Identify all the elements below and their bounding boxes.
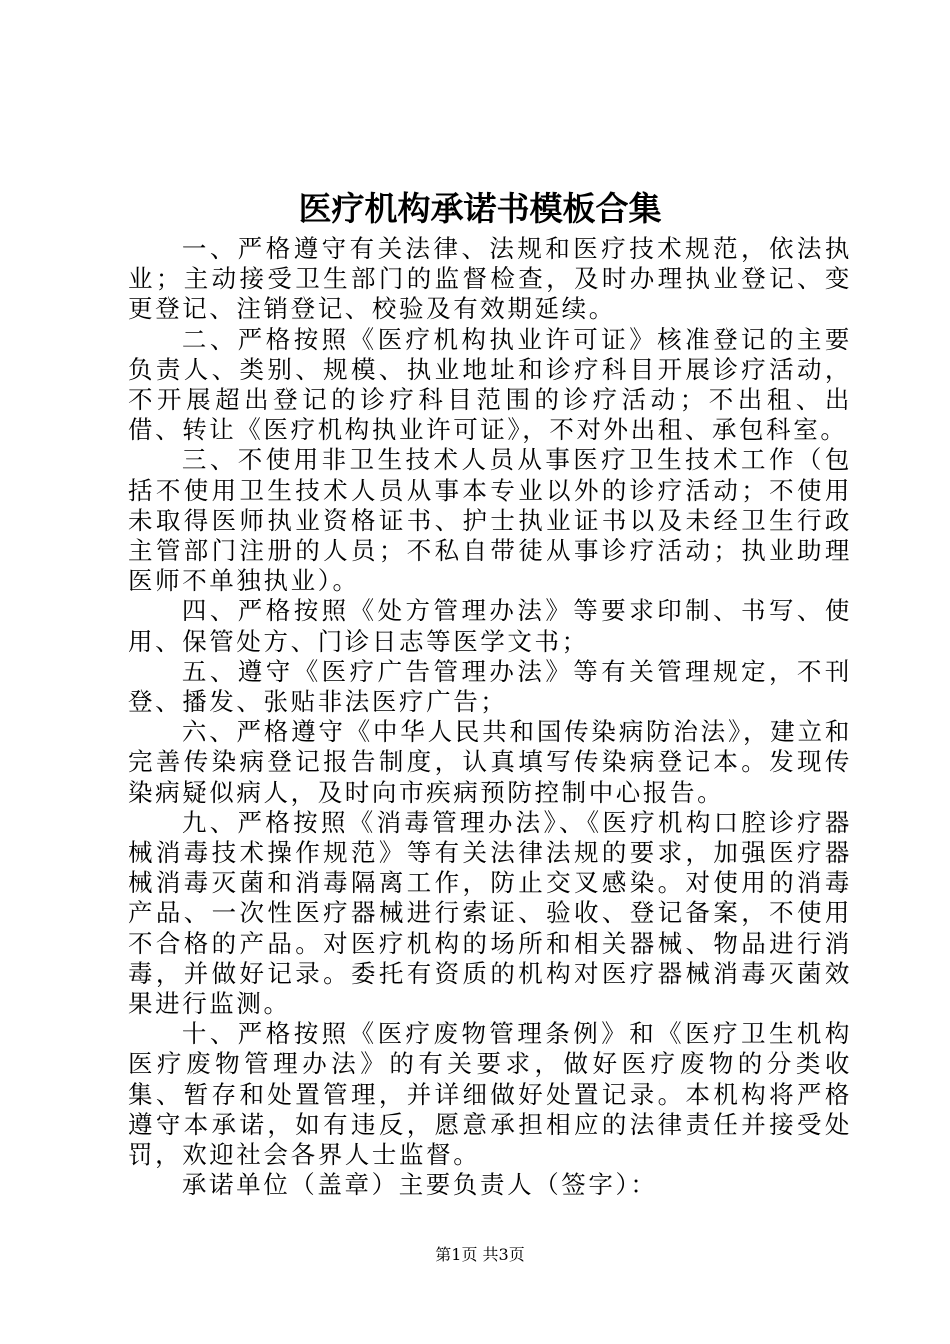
paragraph-3: 三、不使用非卫生技术人员从事医疗卫生技术工作（包括不使用卫生技术人员从事本专业以外的诊疗活动；不使用未取得医师执业资格证书、护士执业证书以及未经卫生行政主管部门注册的人员；不私自带徒从事诊疗活动；执业助理医师不单独执业）。 [128,445,852,596]
paragraph-2: 二、严格按照《医疗机构执业许可证》核准登记的主要负责人、类别、规模、执业地址和诊疗科目开展诊疗活动，不开展超出登记的诊疗科目范围的诊疗活动；不出租、出借、转让《医疗机构执业许可证》，不对外出租、承包科室。 [128,324,852,445]
paragraph-1: 一、严格遵守有关法律、法规和医疗技术规范，依法执业；主动接受卫生部门的监督检查，及时办理执业登记、变更登记、注销登记、校验及有效期延续。 [128,234,852,324]
paragraph-10: 十、严格按照《医疗废物管理条例》和《医疗卫生机构医疗废物管理办法》的有关要求，做好医疗废物的分类收集、暂存和处置管理，并详细做好处置记录。本机构将严格遵守本承诺，如有违反，愿意承担相应的法律责任并接受处罚，欢迎社会各界人士监督。 [128,1019,852,1170]
paragraph-6: 六、严格遵守《中华人民共和国传染病防治法》，建立和完善传染病登记报告制度，认真填写传染病登记本。发现传染病疑似病人，及时向市疾病预防控制中心报告。 [128,717,852,807]
document-body [128,234,852,1201]
paragraph-4: 四、严格按照《处方管理办法》等要求印制、书写、使用、保管处方、门诊日志等医学文书； [128,596,852,656]
document-title: 医疗机构承诺书模板合集 [298,189,662,228]
page-footer: 第1页 共3页 [435,1245,525,1264]
paragraph-5: 五、遵守《医疗广告管理办法》等有关管理规定，不刊登、播发、张贴非法医疗广告； [128,656,852,717]
signature-line: 承诺单位（盖章）主要负责人（签字）： [181,1170,658,1200]
paragraph-9: 九、严格按照《消毒管理办法》、《医疗机构口腔诊疗器械消毒技术操作规范》等有关法律法规的要求，加强医疗器械消毒灭菌和消毒隔离工作，防止交叉感染。对使用的消毒产品、一次性医疗器械进行索证、验收、登记备案，不使用不合格的产品。对医疗机构的场所和相关器械、物品进行消毒，并做好记录。委托有资质的机构对医疗器械消毒灭菌效果进行监测。 [128,807,852,1019]
